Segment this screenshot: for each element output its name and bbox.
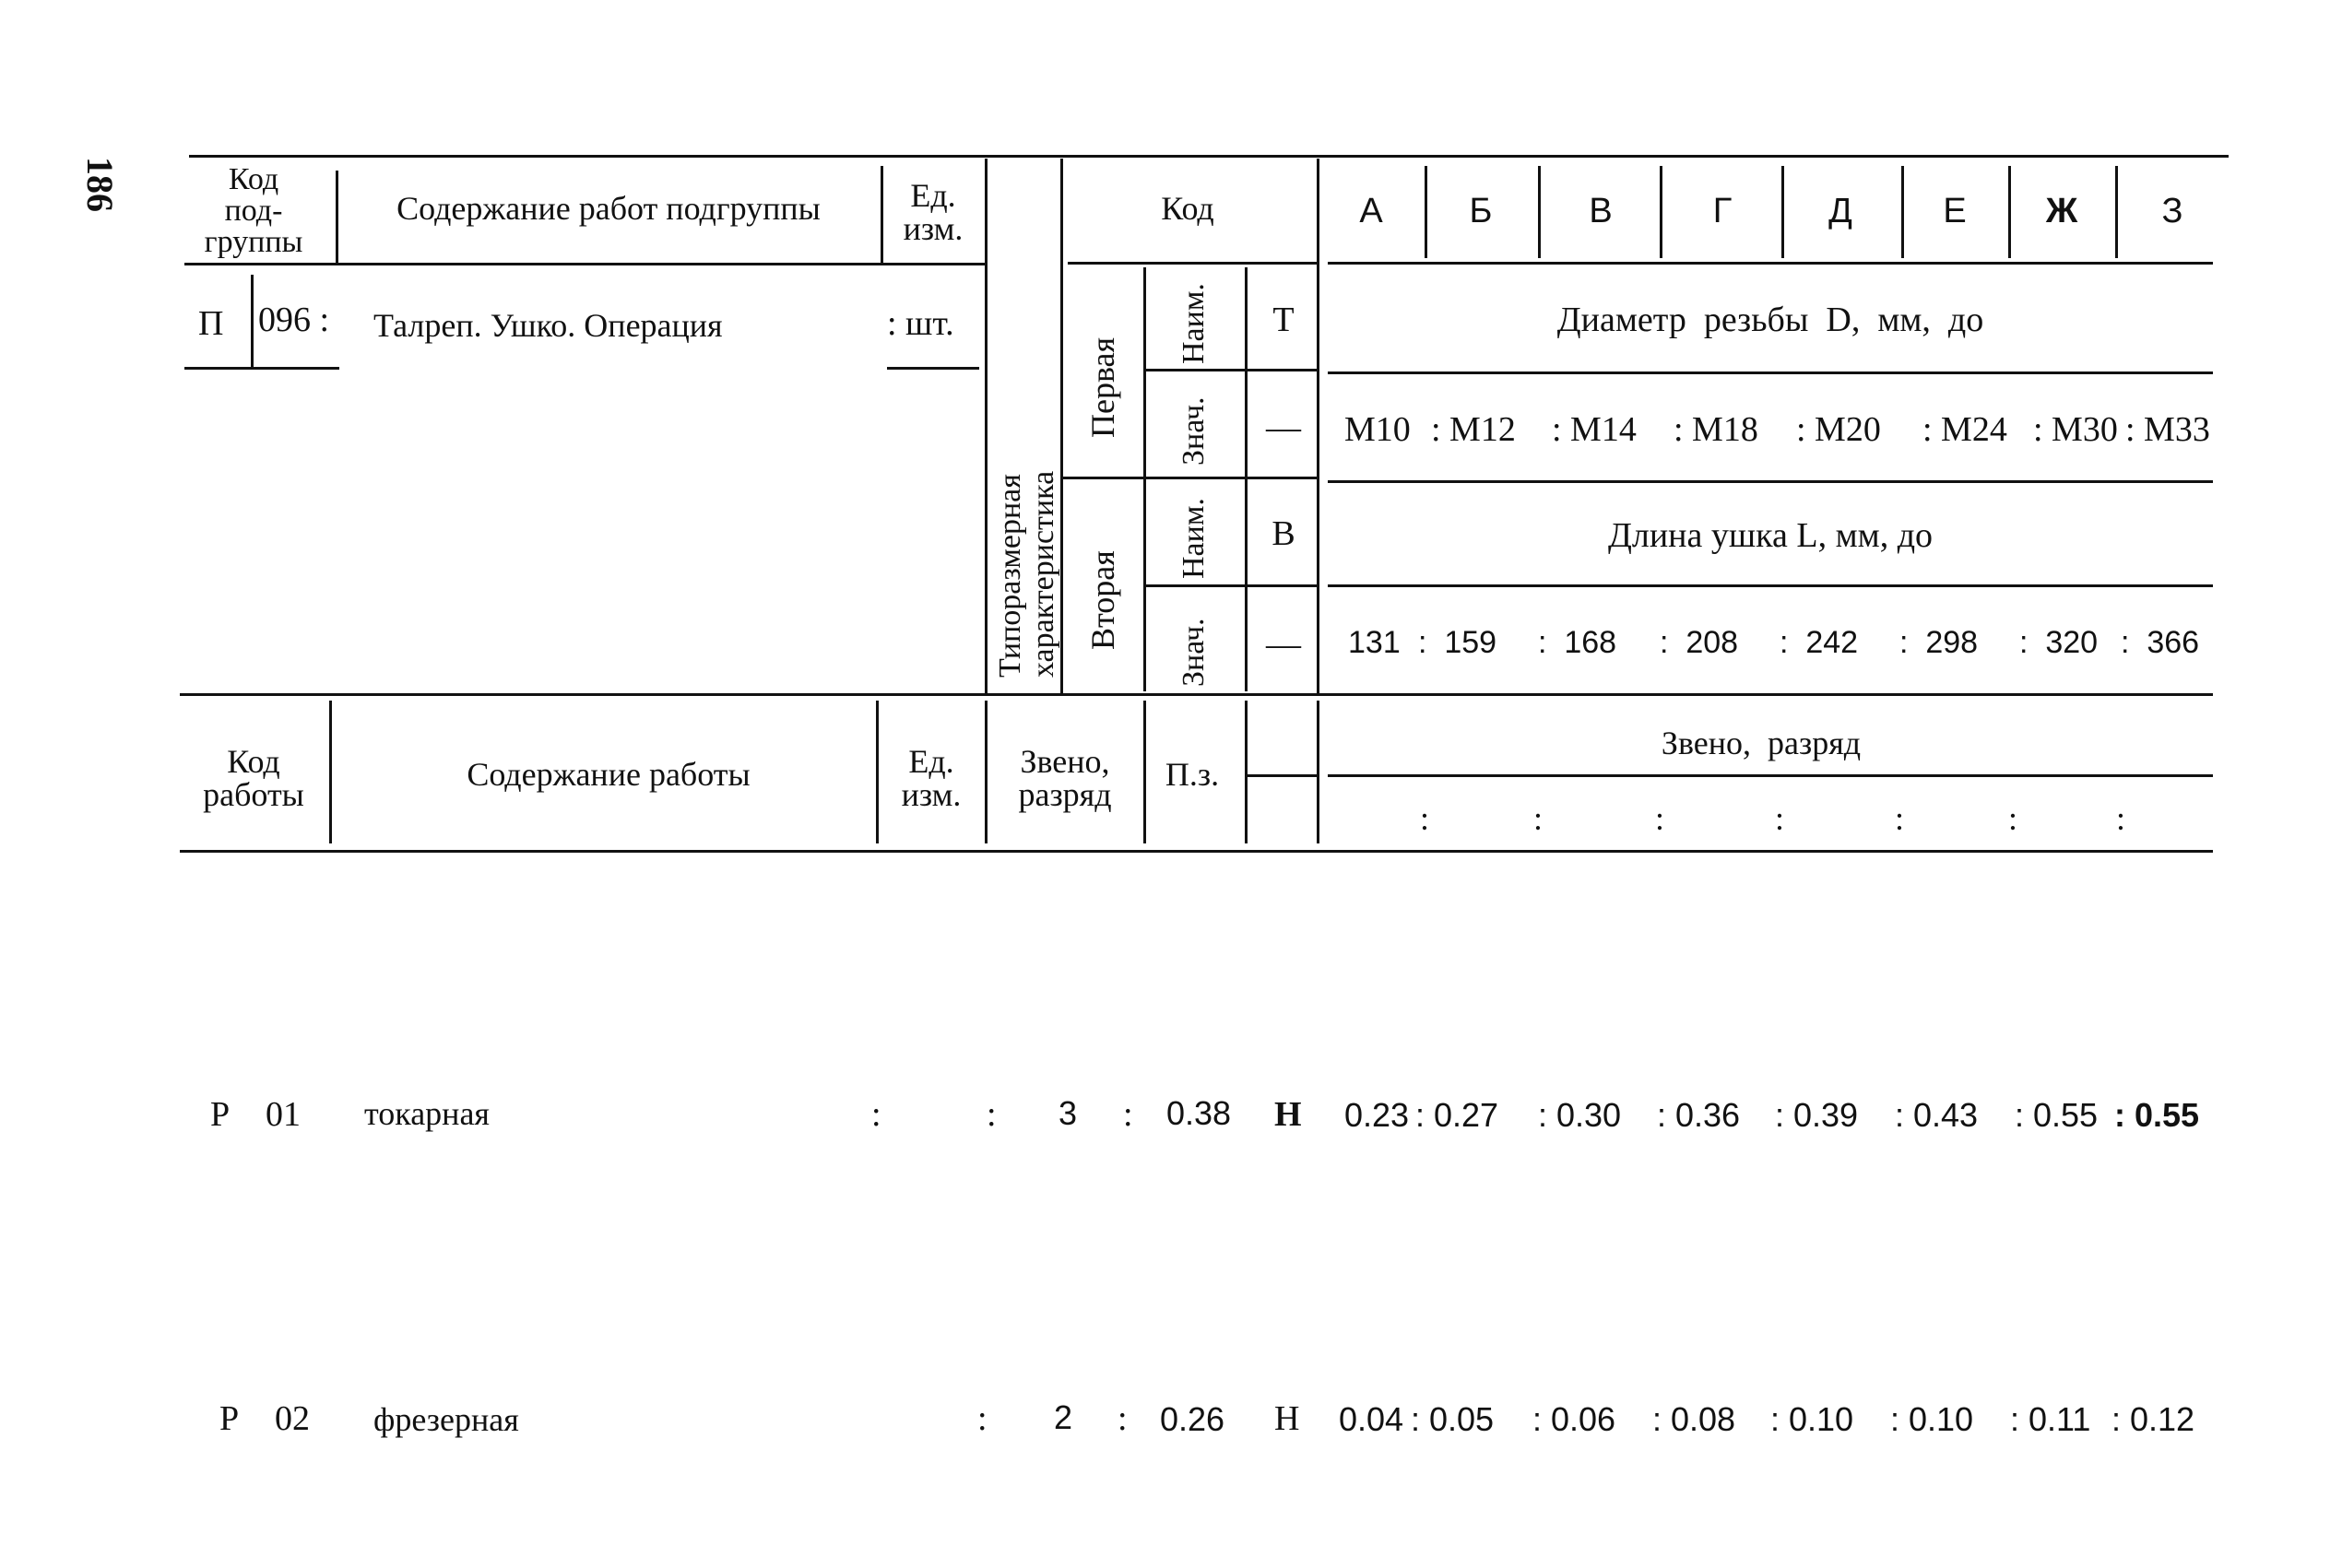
work-2-sep: : <box>977 1399 988 1438</box>
work-1-pz: 0.38 <box>1166 1094 1232 1132</box>
subgroup-code-underline <box>184 367 339 370</box>
first-value-a: М10 <box>1344 410 1411 449</box>
header-divider-2 <box>881 166 883 263</box>
work-divider-5 <box>1245 701 1248 843</box>
subgroup-code-divider <box>251 275 254 367</box>
page-number: 186 <box>79 157 121 212</box>
work-divider-1 <box>329 701 332 843</box>
work-1-value-g: : 0.55 <box>2015 1096 2099 1134</box>
header-top-rule <box>189 155 2229 158</box>
code-rule-2 <box>1060 477 1317 479</box>
col-divider-b <box>1538 166 1541 258</box>
work-2-letter: Р <box>219 1399 240 1438</box>
second-value-code: — <box>1266 625 1301 664</box>
header-divider-5 <box>1317 159 1319 693</box>
first-value-d: : М18 <box>1674 410 1758 449</box>
subgroup-content-header: Содержание работ подгруппы <box>396 190 821 227</box>
subgroup-code-header: Код под- группы <box>204 162 303 259</box>
work-2-pz-sep: : <box>1118 1399 1128 1438</box>
subgroup-number: 096 : <box>258 301 330 339</box>
unit-header: Ед. изм. <box>903 177 964 247</box>
work-pz-header: П.з. <box>1165 756 1220 793</box>
work-divider-6 <box>1317 701 1319 843</box>
code-rule-3 <box>1143 584 1317 587</box>
work-2-code: 02 <box>275 1399 310 1438</box>
second-value-a: 131 <box>1348 625 1401 660</box>
first-value-code: — <box>1266 408 1301 447</box>
work-colon-3: : <box>1654 800 1665 837</box>
second-characteristic-name: Длина ушка L, мм, до <box>1607 516 1934 555</box>
col-divider-f <box>2008 166 2011 258</box>
work-1-pz-sep: : <box>1123 1095 1133 1134</box>
col-divider-d <box>1781 166 1784 258</box>
work-1-value-b: : 0.27 <box>1415 1096 1499 1134</box>
work-content-header: Содержание работы <box>467 756 751 793</box>
col-divider-a <box>1425 166 1427 258</box>
work-2-norm: Н <box>1274 1399 1300 1438</box>
work-colon-5: : <box>1894 800 1905 837</box>
work-1-value-c: : 0.30 <box>1538 1096 1622 1134</box>
col-divider-c <box>1660 166 1662 258</box>
unit-underline <box>887 367 979 370</box>
work-2-value-c: : 0.06 <box>1532 1400 1616 1438</box>
second-name-label: Наим. <box>1177 498 1211 579</box>
subgroup-unit: : шт. <box>887 304 954 343</box>
second-value-b: : 159 <box>1418 625 1497 660</box>
subgroup-letter: П <box>198 304 224 343</box>
code-name-divider <box>1245 267 1248 691</box>
second-value-f: : 298 <box>1899 625 1979 660</box>
work-1-value-h: : 0.55 <box>2114 1096 2200 1134</box>
work-colon-1: : <box>1419 800 1430 837</box>
work-header-top-rule <box>180 693 2213 696</box>
second-label: Вторая <box>1084 550 1121 650</box>
work-2-value-h: : 0.12 <box>2111 1400 2195 1438</box>
work-pz-rule <box>1247 774 1317 777</box>
work-1-value-a: 0.23 <box>1344 1096 1410 1134</box>
first-name-label: Наим. <box>1177 283 1211 364</box>
second-name-code: В <box>1272 514 1295 553</box>
first-characteristic-name: Диаметр резьбы D, мм, до <box>1556 301 1984 339</box>
subgroup-description: Талреп. Ушко. Операция <box>373 307 723 344</box>
col-divider-e <box>1901 166 1904 258</box>
first-value-b: : М12 <box>1431 410 1516 449</box>
column-header-f: Е <box>1943 192 1967 230</box>
work-2-value-f: : 0.10 <box>1890 1400 1974 1438</box>
code-header: Код <box>1161 190 1214 227</box>
right-rule-2 <box>1328 480 2213 483</box>
first-value-c: : М14 <box>1552 410 1637 449</box>
work-2-value-b: : 0.05 <box>1411 1400 1495 1438</box>
first-value-label: Знач. <box>1177 396 1211 466</box>
second-value-g: : 320 <box>2019 625 2099 660</box>
header-divider-3 <box>985 159 988 693</box>
header-sub-rule-left <box>184 263 987 265</box>
right-rule-1 <box>1328 371 2213 374</box>
header-divider-4 <box>1060 159 1063 693</box>
first-name-code: Т <box>1272 301 1295 339</box>
work-right-header: Звено, разряд <box>1661 725 1862 761</box>
second-value-h: : 366 <box>2121 625 2200 660</box>
second-value-e: : 242 <box>1780 625 1859 660</box>
first-value-h: : М33 <box>2125 410 2210 449</box>
work-1-value-f: : 0.43 <box>1895 1096 1979 1134</box>
work-divider-2 <box>876 701 879 843</box>
work-1-norm: Н <box>1274 1095 1302 1134</box>
work-2-pz: 0.26 <box>1160 1400 1225 1438</box>
code-inner-divider <box>1143 267 1146 691</box>
first-value-g: : М30 <box>2033 410 2118 449</box>
column-header-a: А <box>1359 192 1383 230</box>
work-divider-3 <box>985 701 988 843</box>
typesize-label: Типоразмерная характеристика <box>993 470 1060 678</box>
code-rule-1 <box>1143 369 1317 371</box>
column-header-b: Б <box>1469 192 1493 230</box>
column-header-h: З <box>2161 192 2183 230</box>
work-colon-4: : <box>1774 800 1785 837</box>
work-2-name: фрезерная <box>373 1401 519 1438</box>
work-unit-header: Ед. изм. <box>901 743 962 813</box>
first-value-e: : М20 <box>1796 410 1881 449</box>
column-header-d: Г <box>1712 192 1733 230</box>
work-code-header: Код работы <box>203 743 304 813</box>
header-sub-rule-right <box>1328 262 2213 265</box>
work-1-name: токарная <box>364 1095 490 1132</box>
first-value-f: : М24 <box>1922 410 2007 449</box>
work-1-letter: Р <box>210 1095 231 1134</box>
work-2-value-g: : 0.11 <box>2010 1400 2091 1438</box>
column-header-g: Ж <box>2045 192 2078 230</box>
work-colon-6: : <box>2007 800 2018 837</box>
work-colon-2: : <box>1532 800 1544 837</box>
work-2-link: 2 <box>1054 1398 1073 1436</box>
work-1-value-d: : 0.36 <box>1657 1096 1741 1134</box>
work-header-bottom-rule <box>180 850 2213 853</box>
second-value-c: : 168 <box>1538 625 1617 660</box>
work-2-value-d: : 0.08 <box>1652 1400 1736 1438</box>
col-divider-g <box>2115 166 2118 258</box>
work-1-sep: : <box>987 1095 997 1134</box>
work-colon-7: : <box>2115 800 2126 837</box>
work-1-value-e: : 0.39 <box>1775 1096 1859 1134</box>
work-1-code: 01 <box>266 1095 301 1134</box>
header-sub-rule-code <box>1068 262 1317 265</box>
work-link-header: Звено, разряд <box>1018 743 1112 813</box>
work-right-rule <box>1328 774 2213 777</box>
second-value-d: : 208 <box>1660 625 1739 660</box>
work-2-value-a: 0.04 <box>1339 1400 1404 1438</box>
work-2-value-e: : 0.10 <box>1770 1400 1854 1438</box>
column-header-c: В <box>1589 192 1613 230</box>
first-label: Первая <box>1084 336 1121 438</box>
right-rule-3 <box>1328 584 2213 587</box>
column-header-e: Д <box>1828 192 1852 230</box>
work-divider-4 <box>1143 701 1146 843</box>
work-1-unit: : <box>871 1095 881 1134</box>
header-divider-1 <box>336 171 338 263</box>
second-value-label: Знач. <box>1177 618 1211 687</box>
work-1-link: 3 <box>1059 1094 1078 1132</box>
